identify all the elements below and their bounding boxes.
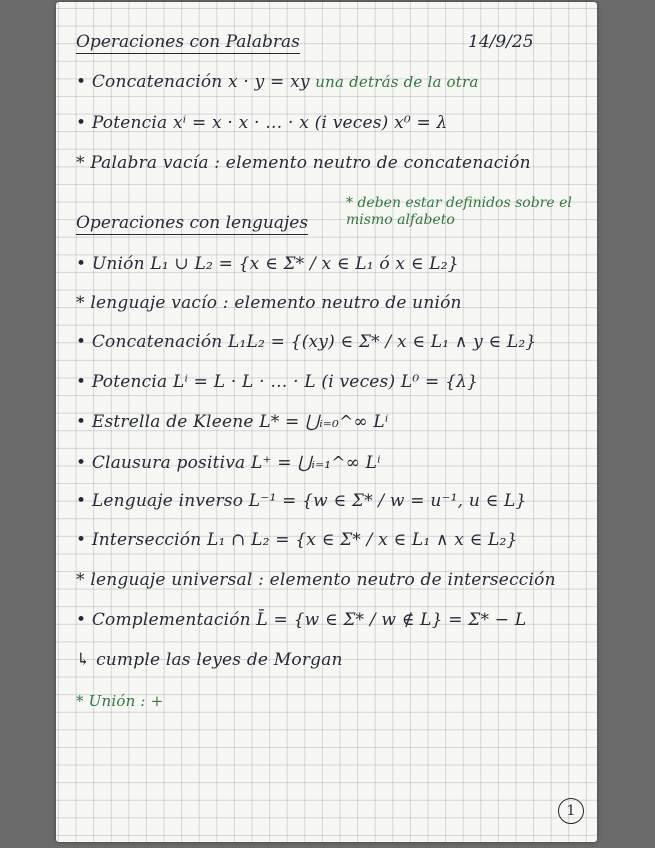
line-lenguaje-universal [76,570,556,590]
bullet: • [76,113,87,133]
line-potencia-palabras [76,113,448,133]
line-text: Palabra vacía : elemento neutro de concatenación [90,153,531,173]
section-title-lenguajes: Operaciones con lenguajes [76,213,309,233]
bullet: • [76,372,87,392]
section-title-palabras: Operaciones con Palabras [76,32,300,52]
line-potencia-lenguajes [76,372,478,392]
line-text: Lenguaje inverso L⁻¹ = {w ∈ Σ* / w = u⁻¹, u ∈ L} [91,491,527,511]
line-lenguaje-inverso [76,491,527,511]
notebook-page [56,2,597,842]
line-union [76,254,459,274]
line-text: cumple las leyes de Morgan [96,650,343,670]
line-complementacion [76,610,526,630]
line-estrella-kleene [76,412,389,432]
alfabeto-note: * deben estar definidos sobre el mismo alfabeto [346,195,572,228]
page-date: 14/9/25 [468,32,534,52]
line-text: Unión L₁ ∪ L₂ = {x ∈ Σ* / x ∈ L₁ ó x ∈ L₂} [91,254,459,274]
line-text: Complementación L̄ = {w ∈ Σ* / w ∉ L} = Σ* − L [91,610,527,630]
bullet: • [76,491,87,511]
bullet: • [76,453,87,473]
line-text: Concatenación L₁L₂ = {(xy) ∈ Σ* / x ∈ L₁ ∧ y ∈ L₂} [91,332,537,352]
line-text: Concatenación x · y = xy [91,72,310,92]
line-text: lenguaje universal : elemento neutro de intersección [90,570,556,590]
green-note: una detrás de la otra [315,73,479,91]
footer-note: * Unión : + [76,692,164,710]
arrow-icon: ↳ [76,650,91,670]
bullet: * [76,293,85,313]
page-number: 1 [558,798,584,824]
bullet: • [76,72,87,92]
bullet: * [76,570,85,590]
bullet: • [76,254,87,274]
bullet: • [76,610,87,630]
line-palabra-vacia [76,153,531,173]
line-lenguaje-vacio [76,293,462,313]
line-text: Potencia Lⁱ = L · L · … · L (i veces) L⁰ = {λ} [91,372,479,392]
line-text: Estrella de Kleene L* = ⋃ᵢ₌₀^∞ Lⁱ [91,412,389,432]
bullet: • [76,332,87,352]
line-text: Potencia xⁱ = x · x · … · x (i veces) x⁰ = λ [91,113,448,133]
line-text: Intersección L₁ ∩ L₂ = {x ∈ Σ* / x ∈ L₁ ∧ x ∈ L₂} [91,530,518,550]
line-concatenacion [76,72,479,92]
bullet: * [76,153,85,173]
line-clausura-positiva [76,453,381,473]
line-leyes-morgan [76,650,343,670]
line-text: Clausura positiva L⁺ = ⋃ᵢ₌₁^∞ Lⁱ [91,453,381,473]
bullet: • [76,412,87,432]
bullet: • [76,530,87,550]
line-concatenacion-lenguajes [76,332,536,352]
line-text: lenguaje vacío : elemento neutro de unión [90,293,462,313]
line-interseccion [76,530,518,550]
